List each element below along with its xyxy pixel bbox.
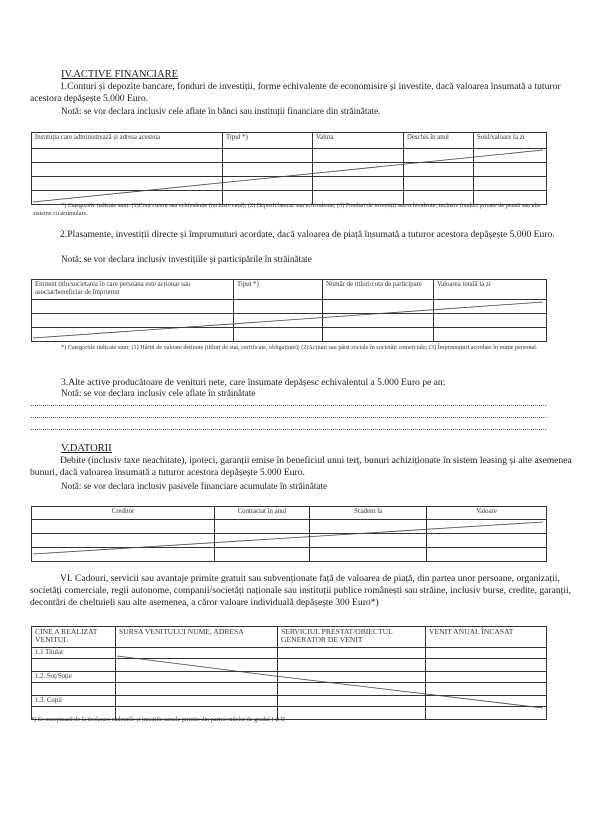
section-v-title: V.DATORII [61, 443, 112, 454]
table-row [32, 672, 547, 683]
header-cell: Tipul *) [223, 133, 313, 149]
row-label: 1.1 Titular [32, 648, 116, 659]
gifts-table [31, 626, 547, 720]
header-cell: Contractat în anul [215, 507, 310, 520]
table-row [32, 548, 547, 562]
dotted-line [31, 417, 546, 418]
investments-table [31, 279, 547, 342]
item-2-footnote: *) Categoriile indicate sunt: (1) Hârtii de valoare deținute (titluri de stat, certificate, obligațiuni); (2)Acțiuni sau părți sociale în societăți comerciale; (3) Împrumuturi acordate în nume personal. [61, 344, 538, 351]
header-cell: VENIT ANUAL ÎNCASAT [426, 627, 547, 648]
dotted-line [31, 429, 546, 430]
section-iv-title: IV.ACTIVE FINANCIARE [61, 69, 179, 80]
header-cell: Deschis în anul [404, 133, 474, 149]
item-1-note: Notă: se vor declara inclusiv cele aflate în bănci sau instituții financiare din străinătate. [61, 106, 381, 116]
header-cell: Tipul *) [234, 280, 323, 300]
item-2-note: Notă: se vor declara inclusiv investițiile și participările în străinătate [61, 254, 312, 264]
dotted-line [31, 405, 546, 406]
header-cell: Emitent titlu/societatea în care persoana este acționar sau asociat/beneficiar de împrumut [32, 280, 234, 300]
debts-header-row [32, 507, 547, 520]
accounts-table [31, 132, 547, 205]
table-row [32, 149, 547, 163]
table-row [32, 163, 547, 177]
table-row [32, 520, 547, 534]
table-row [32, 177, 547, 191]
row-label: 1.3. Copii [32, 696, 116, 707]
header-cell: Valuta [313, 133, 404, 149]
table-row [32, 683, 547, 696]
header-cell: Valoarea totală la zi [434, 280, 547, 300]
header-cell: SURSA VENITULUI NUME, ADRESA [116, 627, 278, 648]
debts-note: Notă: se vor declara inclusiv pasivele financiare acumulate în străinătate [61, 481, 328, 491]
table-row [32, 534, 547, 548]
table-row [32, 648, 547, 659]
table-row [32, 300, 547, 314]
table-row [32, 314, 547, 328]
row-label: 1.2. Soț/Soție [32, 672, 116, 683]
header-cell: Creditor [32, 507, 215, 520]
item-3-text: 3.Alte active producătoare de venituri nete, care însumate depășesc echivalentul a 5.000 Euro pe an: [61, 377, 446, 388]
investments-header-row [32, 280, 547, 300]
header-cell: Valoare [427, 507, 547, 520]
item-3-note: Notă: se vor declara inclusiv cele aflate în străinătate [61, 388, 256, 398]
item-2-text: 2.Plasamente, investiții directe și împrumuturi acordate, dacă valoarea de piață însumată a tuturor acestora depășește 5.000 Euro. [60, 229, 555, 240]
gifts-footnote: *) Se exceptează de la declarare cadourile și tratațiile uzuale primite din partea rudelor de gradul I și II [31, 716, 285, 723]
header-cell: Scadent la [310, 507, 427, 520]
header-cell: Număr de titluri/cota de participare [323, 280, 434, 300]
accounts-header-row [32, 133, 547, 149]
header-cell: SERVICIUL PRESTAT/OBIECTUL GENERATOR DE VENIT [278, 627, 426, 648]
gifts-text: VI. Cadouri, servicii sau avantaje primite gratuit sau subvenționate față de valoarea de piață, din partea unor persoane, organizații, societăți comerciale, regii autonome, companii/societăți naționale sau instituții publice românești sau străine, inclusiv burse, credite, garanții, decontări de cheltuieli sau alte asemenea, a căror valoare individuală depășește 300 Euro*) [30, 573, 572, 608]
table-row [32, 696, 547, 707]
gifts-header-row [32, 627, 547, 648]
item-1-text: 1.Conturi și depozite bancare, fonduri de investiții, forme echivalente de economisire și investite, dacă valoarea însumată a tuturor acestora depășește 5.000 Euro. [30, 81, 561, 104]
header-cell: Sold/valoare la zi [474, 133, 547, 149]
header-cell: CINE A REALIZAT VENITUL [32, 627, 116, 648]
table-row [32, 328, 547, 342]
table-row [32, 659, 547, 672]
debts-text: Debite (inclusiv taxe neachitate), ipoteci, garanții emise în beneficiul unui terț, bunuri achiziționate în sistem leasing și alte asemenea bunuri, dacă valoarea însumată a tuturor acestora depășește 5.000 Euro. [30, 455, 572, 478]
item-1-footnote: *) Categoriile indicate sunt: (1)Cont curent sau echivalente (inclusiv card); (2) Depozit bancar sau echivalente; (3) Fonduri de investiții sau echivalente, inclusiv fonduri private de pensii sau alte sisteme cu acumulare. [33, 202, 541, 217]
header-cell: Instituția care administrează și adresa acesteia [32, 133, 223, 149]
debts-table [31, 506, 547, 562]
